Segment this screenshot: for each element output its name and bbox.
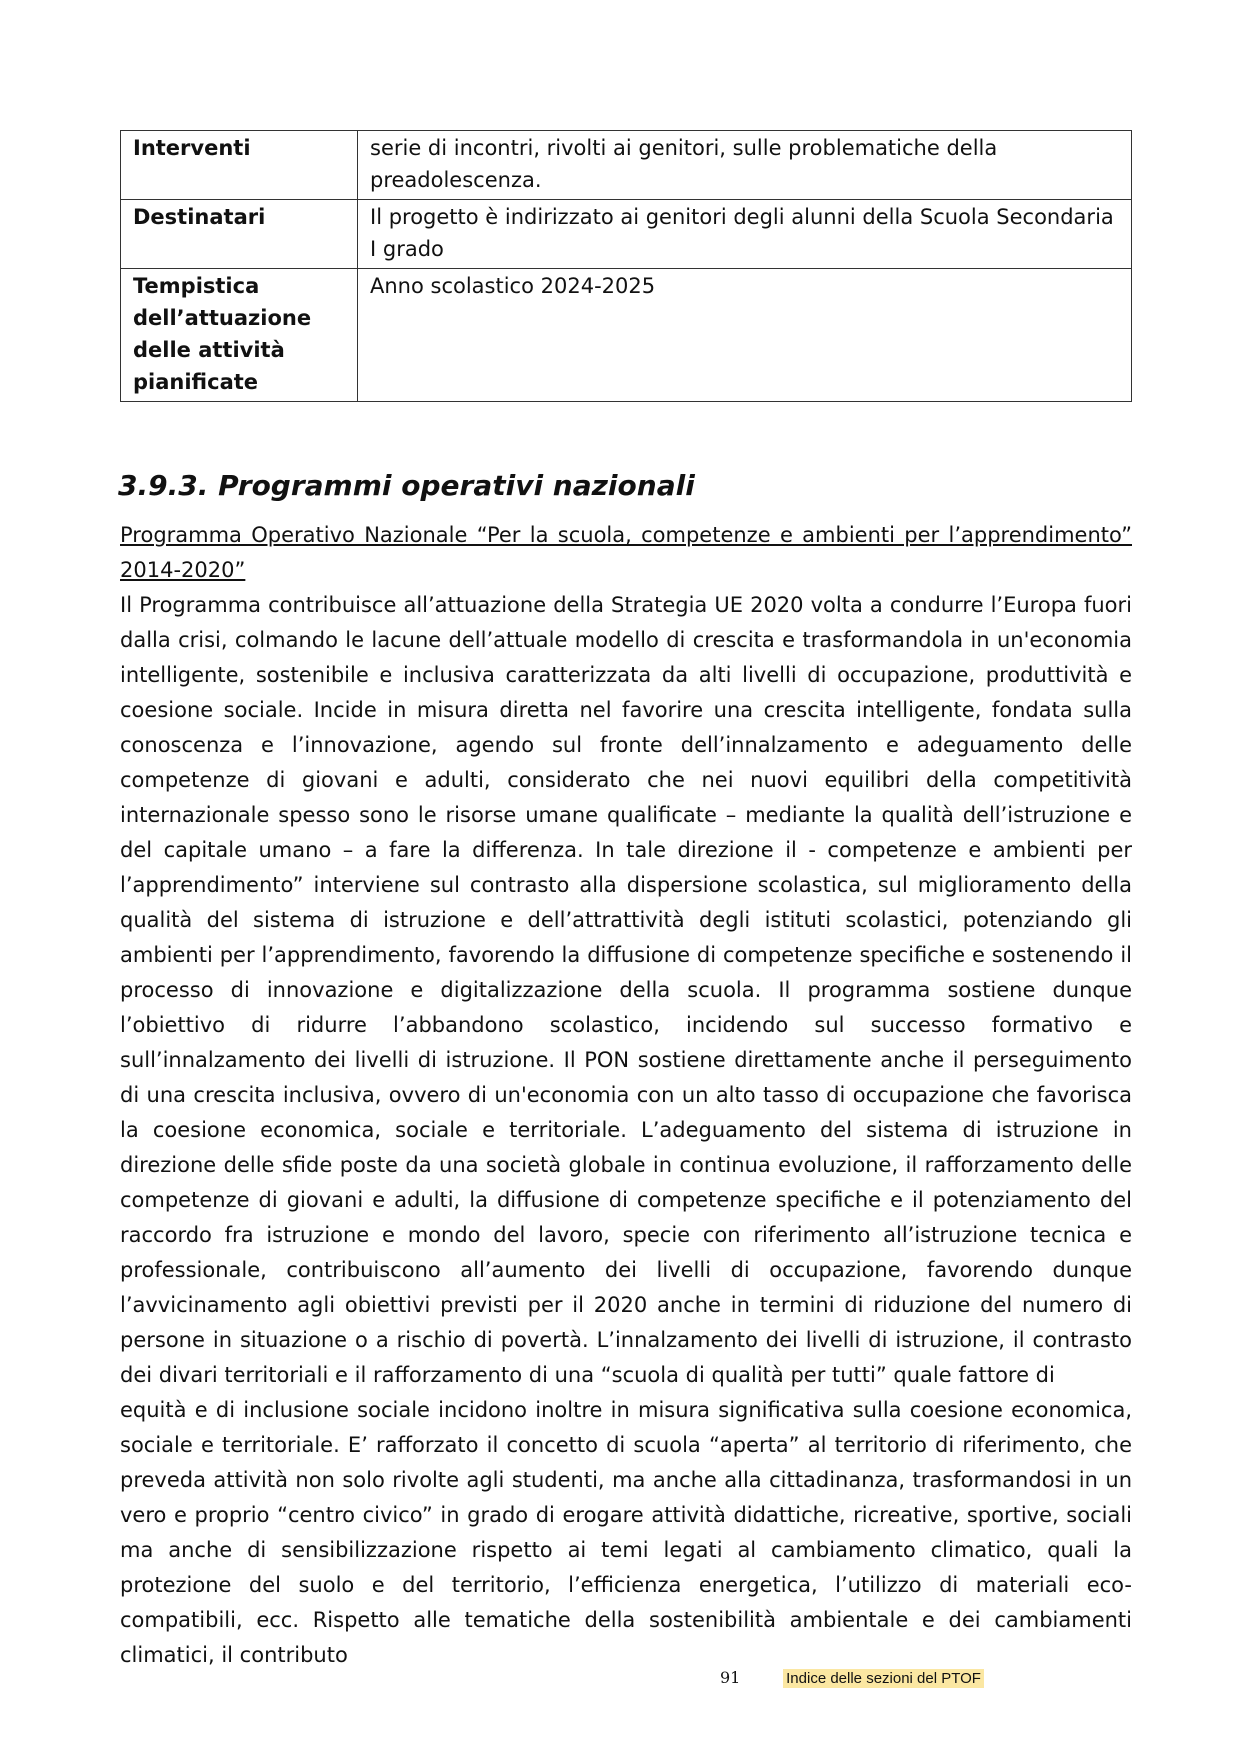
- table-row-interventi: [121, 131, 1132, 200]
- row-label-tempistica: Tempistica dell’attuazione delle attività pianificate: [121, 269, 358, 402]
- row-label-interventi: Interventi: [121, 131, 358, 200]
- table-row-destinatari: [121, 200, 1132, 269]
- row-value-interventi: serie di incontri, rivolti ai genitori, sulle problematiche della preadolescenza.: [358, 131, 1132, 200]
- index-link[interactable]: Indice delle sezioni del PTOF: [783, 1669, 984, 1688]
- row-value-destinatari: Il progetto è indirizzato ai genitori degli alunni della Scuola Secondaria I grado: [358, 200, 1132, 269]
- table-row-tempistica: [121, 269, 1132, 402]
- body-paragraph-2: equità e di inclusione sociale incidono inoltre in misura significativa sulla coesione economica, sociale e territoriale. E’ rafforzato il concetto di scuola “aperta” al territorio di riferimento, che preveda attività non solo rivolte agli studenti, ma anche alla cittadinanza, trasformandosi in un vero e proprio “centro civico” in grado di erogare attività didattiche, ricreative, sportive, sociali ma anche di sensibilizzazione rispetto ai temi legati al cambiamento climatico, quali la protezione del suolo e del territorio, l’efficienza energetica, l’utilizzo di materiali eco-compatibili, ecc. Rispetto alle tematiche della sostenibilità ambientale e dei cambiamenti climatici, il contributo: [120, 1398, 1132, 1667]
- info-table: [120, 130, 1132, 402]
- body-paragraph-1: Il Programma contribuisce all’attuazione della Strategia UE 2020 volta a condurre l’Europa fuori dalla crisi, colmando le lacune dell’attuale modello di crescita e trasformandola in un'economia intelligente, sostenibile e inclusiva caratterizzata da alti livelli di occupazione, produttività e coesione sociale. Incide in misura diretta nel favorire una crescita intelligente, fondata sulla conoscenza e l’innovazione, agendo sul fronte dell’innalzamento e adeguamento delle competenze di giovani e adulti, considerato che nei nuovi equilibri della competitività internazionale spesso sono le risorse umane qualificate – mediante la qualità dell’istruzione e del capitale umano – a fare la differenza. In tale direzione il - competenze e ambienti per l’apprendimento” interviene sul contrasto alla dispersione scolastica, sul miglioramento della qualità del sistema di istruzione e dell’attrattività degli istituti scolastici, potenziando gli ambienti per l’apprendimento, favorendo la diffusione di competenze specifiche e sostenendo il processo di innovazione e digitalizzazione della scuola. Il programma sostiene dunque l’obiettivo di ridurre l’abbandono scolastico, incidendo sul successo formativo e sull’innalzamento dei livelli di istruzione. Il PON sostiene direttamente anche il perseguimento di una crescita inclusiva, ovvero di un'economia con un alto tasso di occupazione che favorisca la coesione economica, sociale e territoriale. L’adeguamento del sistema di istruzione in direzione delle sfide poste da una società globale in continua evoluzione, il rafforzamento delle competenze di giovani e adulti, la diffusione di competenze specifiche e il potenziamento del raccordo fra istruzione e mondo del lavoro, specie con riferimento all’istruzione tecnica e professionale, contribuiscono all’aumento dei livelli di occupazione, favorendo dunque l’avvicinamento agli obiettivi previsti per il 2020 anche in termini di riduzione del numero di persone in situazione o a rischio di povertà. L’innalzamento dei livelli di istruzione, il contrasto dei divari territoriali e il rafforzamento di una “scuola di qualità per tutti” quale fattore di: [120, 593, 1132, 1387]
- row-label-destinatari: Destinatari: [121, 200, 358, 269]
- section-heading: 3.9.3. Programmi operativi nazionali: [118, 469, 695, 502]
- page-number: 91: [720, 1668, 741, 1687]
- program-subheading: Programma Operativo Nazionale “Per la scuola, competenze e ambienti per l’apprendimento” 2014-2020”: [120, 523, 1132, 582]
- page-footer: [720, 1666, 984, 1691]
- row-value-tempistica: Anno scolastico 2024-2025: [358, 269, 1132, 402]
- section-body: [120, 518, 1132, 1673]
